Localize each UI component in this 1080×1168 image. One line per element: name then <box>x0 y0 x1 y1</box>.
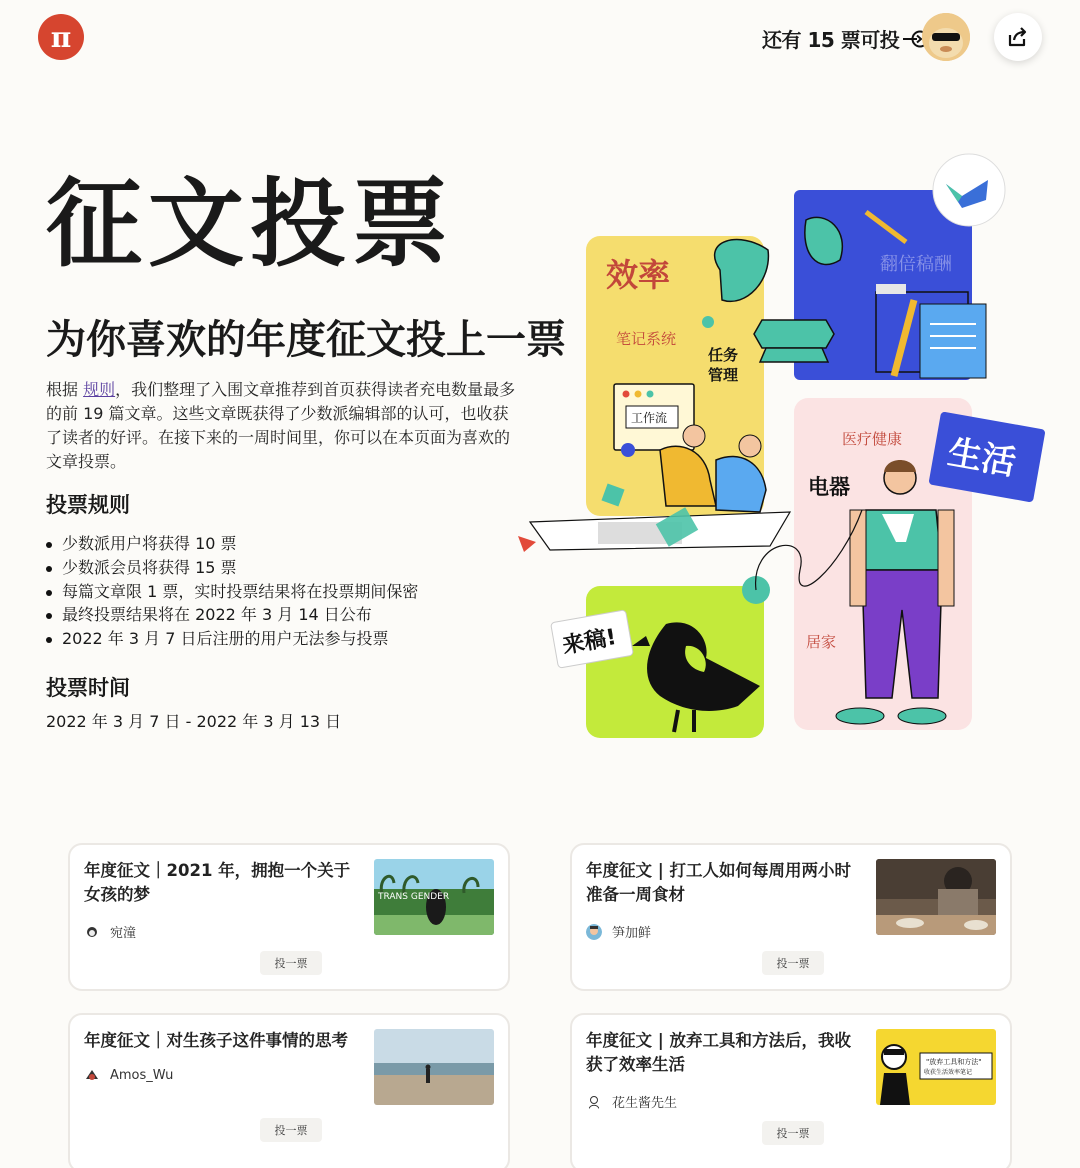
vote-button[interactable]: 投一票 <box>260 951 322 975</box>
thumbnail-text: 收获生活效率笔记 <box>924 1069 973 1076</box>
article-title[interactable]: 年度征文 | 打工人如何每周用两小时准备一周食材 <box>586 861 852 904</box>
thumbnail-image <box>374 859 494 935</box>
article-title[interactable]: 年度征文 | 放弃工具和方法后，我收获了效率生活 <box>586 1031 852 1074</box>
rule-item: 每篇文章限 1 票，实时投票结果将在投票期间保密 <box>62 580 418 604</box>
article-author[interactable] <box>84 922 136 941</box>
rule-item: 2022 年 3 月 7 日后注册的用户无法参与投票 <box>62 627 418 651</box>
author-name: Amos_Wu <box>110 1067 174 1083</box>
label-home: 居家 <box>806 633 837 651</box>
avatar-image <box>922 13 970 61</box>
article-title[interactable]: 年度征文｜对生孩子这件事情的思考 <box>84 1031 348 1050</box>
sspai-logo[interactable] <box>38 14 84 60</box>
article-thumbnail[interactable] <box>374 859 494 935</box>
label-workflow: 工作流 <box>631 411 668 425</box>
rules-link[interactable]: 规则 <box>83 380 116 399</box>
article-title[interactable]: 年度征文｜2021 年，拥抱一个关于女孩的梦 <box>84 861 351 904</box>
label-efficiency: 效率 <box>606 256 671 294</box>
rules-list <box>62 532 418 651</box>
label-health: 医疗健康 <box>842 430 903 448</box>
label-notes: 笔记系统 <box>616 330 677 348</box>
rules-heading: 投票规则 <box>46 493 130 517</box>
thumbnail-image <box>374 1029 494 1105</box>
article-thumbnail[interactable] <box>876 859 996 935</box>
article-card[interactable] <box>570 843 1012 991</box>
thumbnail-text: "放弃工具和方法" <box>926 1058 982 1066</box>
article-author[interactable] <box>586 1092 677 1111</box>
article-thumbnail[interactable] <box>374 1029 494 1105</box>
author-avatar <box>84 1067 100 1083</box>
article-card[interactable] <box>68 1013 510 1168</box>
label-submit: 来稿! <box>560 624 619 659</box>
vote-button[interactable]: 投一票 <box>762 1121 824 1145</box>
article-card[interactable] <box>570 1013 1012 1168</box>
article-author[interactable] <box>84 1067 173 1083</box>
vote-time-heading: 投票时间 <box>46 676 130 700</box>
votes-remaining-text: 还有 15 票可投 <box>762 28 900 52</box>
author-name: 花生酱先生 <box>612 1096 678 1111</box>
rule-item: 最终投票结果将在 2022 年 3 月 14 日公布 <box>62 603 418 627</box>
hero-illustration <box>510 150 1050 750</box>
intro-text: ，我们整理了入围文章推荐到首页获得读者充电数量最多的前 19 篇文章。这些文章既获得了少数派编辑部的认可，也收获了读者的好评。在接下来的一周时间里，你可以在本页面为喜欢的文章投票。 <box>46 380 516 471</box>
vote-time-value: 2022 年 3 月 7 日 - 2022 年 3 月 13 日 <box>46 712 342 731</box>
intro-paragraph <box>46 378 518 474</box>
author-avatar <box>586 924 602 940</box>
label-appliance: 电器 <box>808 475 850 499</box>
label-tasks-2: 管理 <box>708 366 739 384</box>
article-author[interactable] <box>586 922 651 941</box>
author-name: 宛潼 <box>110 926 137 941</box>
article-card[interactable] <box>68 843 510 991</box>
author-name: 笋加鲜 <box>612 926 652 941</box>
intro-prefix: 根据 <box>46 380 84 399</box>
thumbnail-image <box>876 859 996 935</box>
article-thumbnail[interactable] <box>876 1029 996 1105</box>
rule-item: 少数派会员将获得 15 票 <box>62 556 418 580</box>
label-reward: 翻倍稿酬 <box>880 254 952 275</box>
thumbnail-text: TRANS GENDER <box>378 892 450 902</box>
label-tasks-1: 任务 <box>708 346 739 364</box>
share-button[interactable] <box>994 13 1042 61</box>
votes-remaining[interactable] <box>762 24 929 53</box>
page-subtitle: 为你喜欢的年度征文投上一票 <box>46 317 566 363</box>
thumbnail-image <box>876 1029 996 1105</box>
rule-item: 少数派用户将获得 10 票 <box>62 532 418 556</box>
vote-button[interactable]: 投一票 <box>762 951 824 975</box>
author-avatar <box>84 924 100 940</box>
page-title: 征文投票 <box>46 168 454 280</box>
author-avatar <box>586 1094 602 1110</box>
user-avatar[interactable] <box>922 13 970 61</box>
share-icon <box>1007 26 1029 48</box>
logo-glyph: π <box>50 20 72 54</box>
vote-button[interactable]: 投一票 <box>260 1118 322 1142</box>
label-life: 生活 <box>944 432 1019 484</box>
